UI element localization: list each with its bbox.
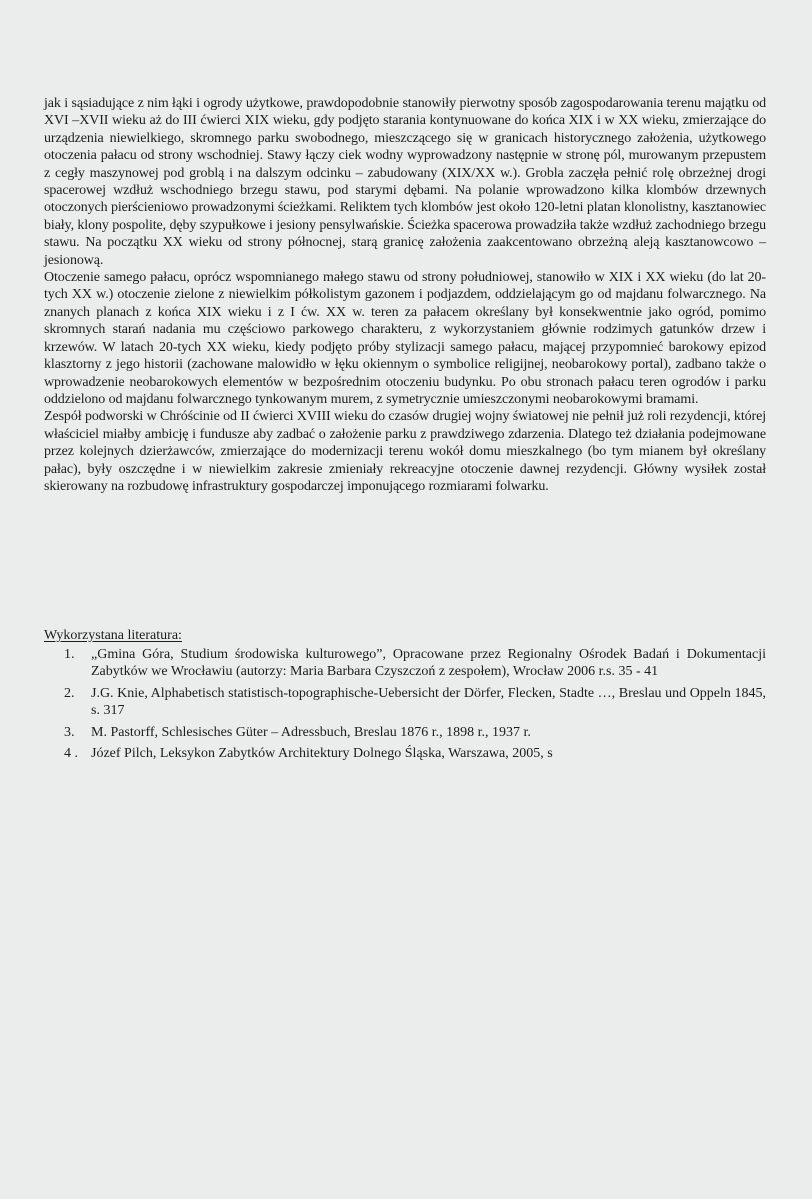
paragraph-palace-surroundings: Otoczenie samego pałacu, oprócz wspomnianego małego stawu od strony południowej, stanowiło w XIX i XX wieku (do lat 20-tych XX w.) otoczenie zielone z niewielkim półkolistym gazonem i podjazdem, oddzielającym go od majdanu folwarcznego. Na znanych planach z końca XIX wieku i z I ćw. XX w. teren za pałacem określany był konsekwentnie jako ogród, pomimo skromnych starań nadania mu częściowo parkowego charakteru, z wykorzystaniem głównie rodzimych gatunków drzew i krzewów. W latach 20-tych XX wieku, kiedy podjęto próby stylizacji samego pałacu, mającej przypomnieć barokowy epizod klasztorny z jego historii (zachowane malowidło w łęku okiennym o symbolice religijnej, neobarokowy portal), zadbano także o wprowadzenie neobarokowych elementów w bezpośrednim otoczeniu budynku. Po obu stronach pałacu teren ogrodów i parku oddzielono od majdanu folwarcznego tynkowanym murem, z symetrycznie umieszczonymi neobarokowymi bramami. [44, 270, 766, 407]
literature-item [44, 724, 766, 741]
paragraph-manor-complex: Zespół podworski w Chróścinie od II ćwierci XVIII wieku do czasów drugiej wojny światowej nie pełnił już roli rezydencji, której właściciel miałby ambicję i fundusze aby zadbać o założenie parku z prawdziwego zdarzenia. Dlatego też działania podejmowane przez kolejnych dzierżawców, zmierzające do modernizacji terenu wokół domu mieszkalnego (bo tym mianem był określany pałac), były oszczędne i w niewielkim zakresie zmieniały rekreacyjne otoczenie dawnej rezydencji. Główny wysiłek został skierowany na rozbudowę infrastruktury gospodarczej imponującego rozmiarami folwarku. [44, 409, 766, 494]
literature-item [44, 646, 766, 681]
literature-list [44, 646, 766, 766]
literature-item-number: 3. [64, 724, 75, 740]
literature-item-text: Józef Pilch, Leksykon Zabytków Architektury Dolnego Śląska, Warszawa, 2005, s [91, 746, 553, 762]
literature-heading: Wykorzystana literatura: [44, 628, 182, 643]
literature-item-number: 4 . [64, 746, 78, 762]
literature-item-text: „Gmina Góra, Studium środowiska kulturowego”, Opracowane przez Regionalny Ośrodek Badań i Dokumentacji Zabytków we Wrocławiu (autorzy: Maria Barbara Czyszczoń z zespołem), Wrocław 2006 r.s. 35 - 41 [91, 647, 766, 680]
literature-item-text: J.G. Knie, Alphabetisch statistisch-topographische-Uebersicht der Dörfer, Flecken, Stadte …, Breslau und Oppeln 1845, s. 317 [91, 685, 766, 719]
literature-item [44, 745, 766, 762]
literature-item-text: M. Pastorff, Schlesisches Güter – Adressbuch, Breslau 1876 r., 1898 r., 1937 r. [91, 724, 531, 740]
literature-item [44, 685, 766, 720]
paragraph-garden-history: jak i sąsiadujące z nim łąki i ogrody użytkowe, prawdopodobnie stanowiły pierwotny sposób zagospodarowania terenu majątku od XVI –XVII wieku aż do III ćwierci XIX wieku, gdy podjęto starania kontynuowane do końca XIX i w XX wieku, zmierzające do urządzenia niewielkiego, skromnego parku swobodnego, mieszczącego się w granicach historycznego założenia, użytkowego otoczenia pałacu od strony wschodniej. Stawy łączy ciek wodny wyprowadzony następnie w stronę pól, murowanym przepustem z cegły maszynowej pod groblą i na dalszym odcinku – zabudowany (XIX/XX w.). Grobla zaczęła pełnić rolę obrzeżnej drogi spacerowej wzdłuż wschodniego brzegu stawu, pod starymi dębami. Na polanie wprowadzono kilka klombów drzewnych otoczonych pierścieniowo prowadzonymi ścieżkami. Reliktem tych klombów jest około 120-letni platan klonolistny, kasztanowiec biały, klony pospolite, dęby szypułkowe i jesiony pensylwańskie. Ścieżka spacerowa prowadziła także wzdłuż zachodniego brzegu stawu. Na początku XX wieku od strony północnej, starą granicę założenia zaakcentowano obrzeżną aleją kasztanowcowo – jesionową. [44, 96, 766, 268]
body-text [44, 95, 766, 495]
literature-item-number: 1. [64, 647, 75, 662]
literature-item-number: 2. [64, 685, 75, 701]
